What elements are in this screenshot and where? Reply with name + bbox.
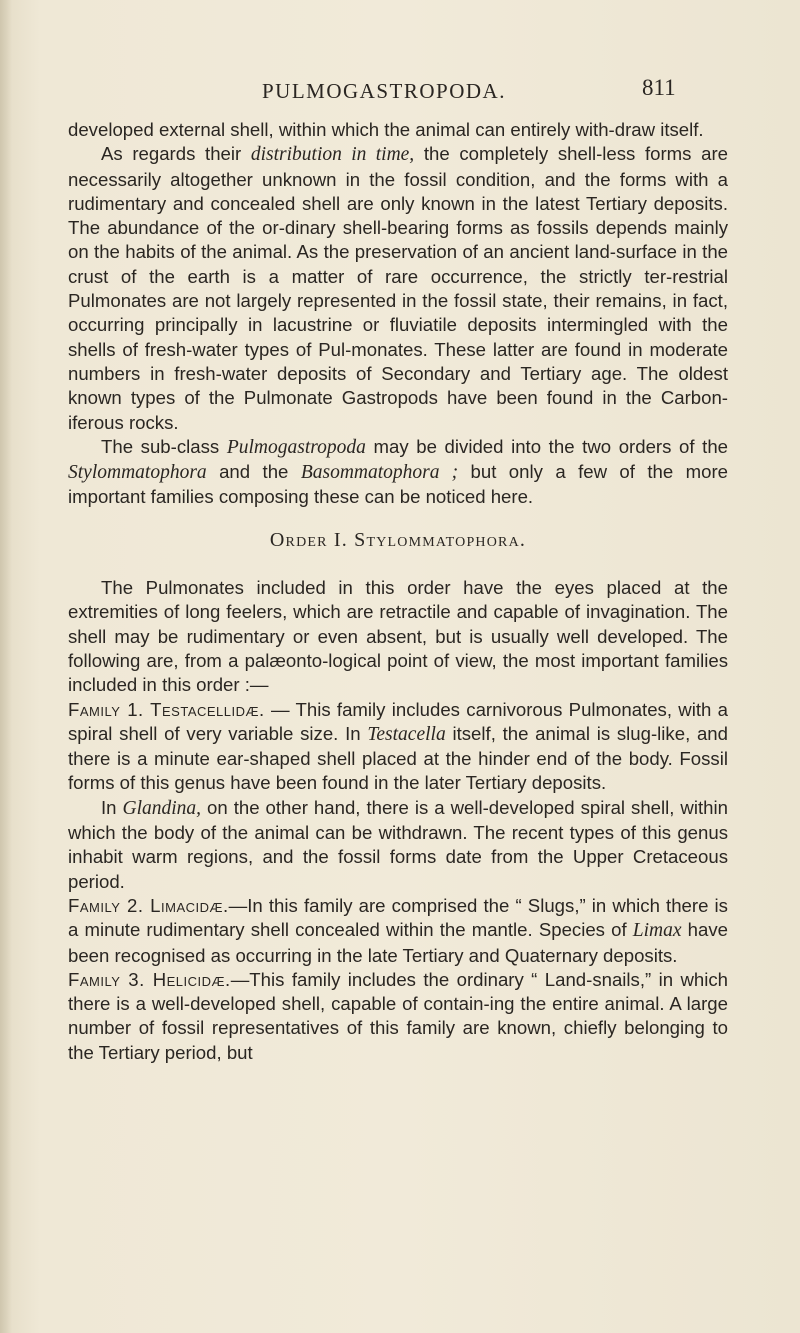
paragraph-family-3 [68, 968, 728, 1065]
italic-term: Pulmogastropoda [226, 436, 366, 458]
family-label: Family 1. Testacellidæ. [68, 698, 265, 720]
paragraph-glandina [68, 796, 728, 894]
page-header [0, 75, 800, 115]
paragraph-subclass [68, 435, 728, 510]
paragraph-continuation [68, 118, 728, 142]
paragraph-order-description [68, 576, 728, 697]
page-gutter-shadow [0, 0, 12, 1333]
paragraph-family-2 [68, 894, 728, 968]
paragraph-text: may be divided into the two orders of the [365, 435, 729, 457]
body-text [68, 118, 728, 1065]
paragraph-distribution [68, 142, 728, 435]
paragraph-text: and the [206, 461, 301, 483]
italic-term: Stylommatophora [68, 462, 207, 484]
italic-term: Basommatophora ; [300, 462, 459, 484]
family-label: Family 2. Limacidæ. [68, 894, 229, 916]
italic-term: distribution in time, [250, 144, 415, 166]
paragraph-text: but only a few of the more important families composing these can be noticed here. [68, 461, 728, 508]
paragraph-text: —This family includes the ordinary “ Land-snails,” in which there is a well-developed shell, capable of contain-ing the entire animal. A large number of fossil representatives of this family are known, chiefly belonging to the Tertiary period, but [68, 968, 729, 1063]
italic-term: Limax [632, 920, 682, 942]
paragraph-text: the completely shell-less forms are necessarily altogether unknown in the fossil condition, and the forms with a rudimentary and concealed shell are only known in the latest Tertiary deposits. The abundance of the or-dinary shell-bearing forms as fossils depends mainly on the habits of the animal. As the preservation of an ancient land-surface in the crust of the earth is a matter of rare occurrence, the strictly ter-restrial Pulmonates are not largely represented in the fossil state, their remains, in fact, occurring principally in lacustrine or fluviatile deposits intermingled with the shells of fresh-water types of Pul-monates. These latter are found in moderate numbers in fresh-water deposits of Secondary and Tertiary age. The oldest known types of the Pulmonate Gastropods have been found in the Carbon-iferous rocks. [68, 143, 728, 433]
paragraph-text: The sub-class [101, 435, 227, 457]
paragraph-text: —In this family are comprised the “ Slugs,” in which there is a minute rudimentary shell concealed within the mantle. Species of [68, 894, 728, 941]
order-heading: Order I. Stylommatophora. [269, 528, 527, 551]
paragraph-text: — This family includes carnivorous Pulmonates, with a spiral shell of very variable size. In [68, 698, 728, 744]
paragraph-family-1 [68, 698, 728, 796]
paragraph-text: As regards their [101, 143, 251, 165]
running-title: PULMOGASTROPODA. [262, 79, 506, 103]
italic-term: Testacella [367, 723, 446, 745]
paragraph-text: itself, the animal is slug-like, and there is a minute ear-shaped shell placed at the hinder end of the body. Fossil forms of this genus have been found in the later Tertiary deposits. [68, 722, 728, 794]
page-number: 811 [642, 75, 676, 100]
italic-term: Glandina, [122, 797, 202, 819]
family-label: Family 3. Helicidæ. [68, 968, 231, 990]
paragraph-text: developed external shell, within which the animal can entirely with-draw itself. [68, 119, 704, 140]
paragraph-text: on the other hand, there is a well-developed spiral shell, within which the body of the animal can be withdrawn. The recent types of this genus inhabit warm regions, and the fossil forms date from the Upper Cretaceous period. [68, 796, 728, 892]
paragraph-text: In [101, 796, 123, 818]
paragraph-text: The Pulmonates included in this order have the eyes placed at the extremities of long feelers, which are retractile and capable of invagination. The shell may be rudimentary or even absent, but is usually well developed. The following are, from a palæonto-logical point of view, the most important families included in this order :— [68, 577, 728, 696]
paragraph-text: have been recognised as occurring in the late Tertiary and Quaternary deposits. [68, 919, 728, 966]
